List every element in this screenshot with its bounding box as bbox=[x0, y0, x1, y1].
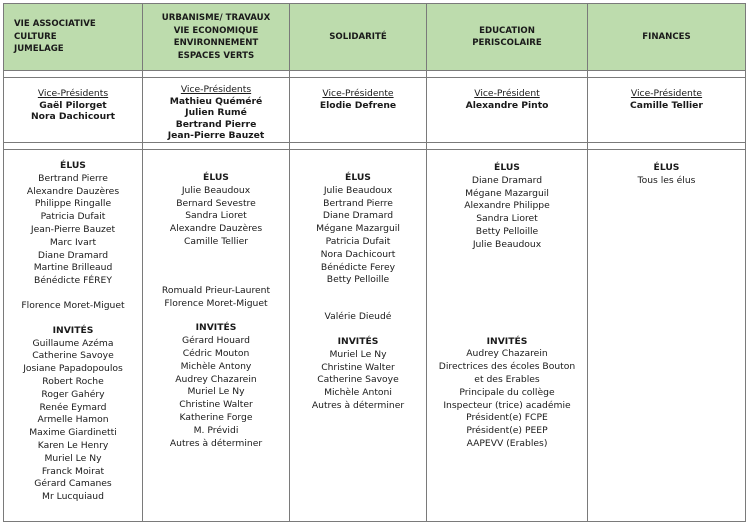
elus-heading: ÉLUS bbox=[494, 162, 520, 173]
elus-heading: ÉLUS bbox=[345, 172, 371, 183]
elu-name: Diane Dramard bbox=[471, 174, 543, 186]
elus-heading: ÉLUS bbox=[653, 162, 680, 173]
vp-name: Bertrand Pierre bbox=[175, 118, 257, 130]
spacer-cell bbox=[588, 143, 746, 150]
vp-cell-vie-associative bbox=[4, 78, 143, 143]
spacer bbox=[427, 288, 587, 300]
elu-name: Betty Pelloille bbox=[475, 225, 539, 237]
spacer bbox=[4, 313, 142, 325]
elu-name: Alexandre Dauzères bbox=[26, 185, 120, 197]
spacer bbox=[427, 324, 587, 336]
invite-name: Christine Walter bbox=[179, 399, 253, 411]
invite-name: Renée Eymard bbox=[39, 401, 107, 413]
members-cell bbox=[143, 150, 290, 522]
invite-name: Directrices des écoles Bouton bbox=[438, 361, 576, 373]
vp-name: Nora Dachicourt bbox=[30, 111, 116, 123]
elu-name: Sandra Lioret bbox=[476, 213, 538, 225]
header-urbanisme bbox=[143, 4, 290, 71]
members-cell bbox=[4, 150, 143, 522]
commissions-table bbox=[3, 3, 746, 522]
spacer bbox=[143, 261, 289, 273]
invite-name: Roger Gahéry bbox=[41, 388, 105, 400]
elu-name: Julie Beaudoux bbox=[323, 184, 393, 196]
members-cell bbox=[290, 150, 427, 522]
spacer bbox=[427, 312, 587, 324]
vp-name: Alexandre Pinto bbox=[465, 99, 549, 111]
spacer-cell bbox=[427, 71, 588, 78]
vp-role: Vice-Présidents bbox=[37, 88, 109, 99]
spacer bbox=[427, 264, 587, 276]
elu-name: Jean-Pierre Bauzet bbox=[30, 223, 116, 235]
header-line: FINANCES bbox=[642, 31, 691, 42]
elu-name: Romuald Prieur-Laurent bbox=[161, 284, 271, 296]
header-row bbox=[4, 4, 746, 71]
header-line: SOLIDARITÉ bbox=[329, 31, 387, 42]
elu-name: Nora Dachicourt bbox=[320, 248, 396, 260]
spacer bbox=[4, 288, 142, 300]
vp-role: Vice-Présidente bbox=[630, 88, 703, 99]
header-education bbox=[427, 4, 588, 71]
spacer-cell bbox=[290, 71, 427, 78]
elu-name: Bernard Sevestre bbox=[176, 197, 256, 209]
invite-name: Catherine Savoye bbox=[32, 350, 114, 362]
elu-name: Julie Beaudoux bbox=[472, 238, 542, 250]
header-line: VIE ASSOCIATIVE bbox=[14, 19, 96, 30]
invite-name: Guillaume Azéma bbox=[32, 337, 114, 349]
elus-heading: ÉLUS bbox=[60, 160, 86, 171]
invite-name: AAPEVV (Erables) bbox=[466, 437, 548, 449]
invite-name: Gérard Camanes bbox=[34, 478, 112, 490]
invite-name: Armelle Hamon bbox=[37, 414, 109, 426]
elu-name: Bénédicte FÉREY bbox=[34, 275, 112, 287]
header-line: JUMELAGE bbox=[14, 44, 64, 55]
spacer bbox=[427, 300, 587, 312]
invite-name: Karen Le Henry bbox=[37, 439, 109, 451]
elu-name: Philippe Ringalle bbox=[34, 198, 112, 210]
invite-name: Josiane Papadopoulos bbox=[23, 363, 123, 375]
invite-name: Robert Roche bbox=[42, 375, 104, 387]
invite-name: Christine Walter bbox=[321, 361, 395, 373]
header-line: EDUCATION bbox=[479, 25, 535, 36]
invites-heading: INVITÉS bbox=[195, 322, 237, 334]
members-cell bbox=[427, 150, 588, 522]
invite-name: Muriel Le Ny bbox=[187, 386, 245, 398]
spacer-cell bbox=[427, 143, 588, 150]
invite-name: Audrey Chazarein bbox=[466, 348, 548, 360]
elu-name: Florence Moret-Miguet bbox=[164, 297, 268, 309]
spacer-cell bbox=[143, 143, 290, 150]
spacer bbox=[290, 299, 426, 311]
spacer-cell bbox=[290, 143, 427, 150]
invite-name: Katherine Forge bbox=[179, 411, 253, 423]
spacer bbox=[143, 249, 289, 261]
invite-name: Audrey Chazarein bbox=[175, 373, 257, 385]
spacer bbox=[143, 310, 289, 322]
invite-name: Muriel Le Ny bbox=[329, 348, 387, 360]
vp-cell-education bbox=[427, 78, 588, 143]
elu-name: Alexandre Dauzères bbox=[169, 223, 263, 235]
elu-name: Tous les élus bbox=[637, 174, 696, 186]
spacer bbox=[427, 252, 587, 264]
spacer bbox=[143, 273, 289, 285]
invite-name: Michèle Antony bbox=[180, 360, 252, 372]
vp-name: Mathieu Quéméré bbox=[169, 95, 263, 107]
spacer-cell bbox=[588, 71, 746, 78]
elu-name: Bénédicte Ferey bbox=[320, 261, 396, 273]
members-row bbox=[4, 150, 746, 522]
invite-name: Président(e) FCPE bbox=[466, 412, 548, 424]
vp-name: Elodie Defrene bbox=[319, 99, 397, 111]
elu-name: Marc Ivart bbox=[49, 236, 97, 248]
elu-name: Patricia Dufait bbox=[325, 235, 391, 247]
header-line: PERISCOLAIRE bbox=[472, 38, 542, 48]
invite-name: M. Prévidi bbox=[193, 424, 239, 436]
vp-role: Vice-Présidents bbox=[180, 84, 252, 95]
invite-name: Autres à déterminer bbox=[311, 399, 405, 411]
elu-name: Patricia Dufait bbox=[40, 211, 106, 223]
spacer-row bbox=[4, 143, 746, 150]
elu-name: Martine Brilleaud bbox=[33, 262, 113, 274]
header-line: URBANISME/ TRAVAUX bbox=[161, 13, 271, 23]
vp-name: Julien Rumé bbox=[185, 107, 247, 119]
spacer-cell bbox=[4, 71, 143, 78]
vp-name: Gaël Pilorget bbox=[39, 99, 107, 111]
header-solidarite bbox=[290, 4, 427, 71]
spacer bbox=[427, 276, 587, 288]
elu-name: Diane Dramard bbox=[37, 249, 109, 261]
elu-name: Bertrand Pierre bbox=[323, 197, 393, 209]
elu-name: Florence Moret-Miguet bbox=[21, 299, 125, 311]
vp-cell-solidarite bbox=[290, 78, 427, 143]
invite-name: Inspecteur (trice) académie bbox=[443, 399, 571, 411]
invite-name: Président(e) PEEP bbox=[466, 425, 548, 437]
invites-heading: INVITÉS bbox=[337, 335, 379, 347]
vp-name: Camille Tellier bbox=[630, 99, 703, 111]
header-finances bbox=[588, 4, 746, 71]
elu-name: Camille Tellier bbox=[183, 235, 248, 247]
elu-name: Betty Pelloille bbox=[326, 274, 390, 286]
invite-name: et des Erables bbox=[474, 373, 540, 385]
elu-name: Alexandre Philippe bbox=[464, 200, 550, 212]
spacer-cell bbox=[143, 71, 290, 78]
vp-role: Vice-Présidente bbox=[322, 88, 394, 99]
vp-cell-urbanisme bbox=[143, 78, 290, 143]
vp-name: Jean-Pierre Bauzet bbox=[167, 130, 265, 142]
elu-name: Julie Beaudoux bbox=[181, 184, 251, 196]
invites-heading: INVITÉS bbox=[52, 324, 94, 336]
elu-name: Mégane Mazarguil bbox=[316, 223, 400, 235]
invite-name: Gérard Houard bbox=[182, 335, 250, 347]
elu-name: Diane Dramard bbox=[322, 210, 394, 222]
vp-role: Vice-Président bbox=[474, 88, 540, 99]
elus-heading: ÉLUS bbox=[203, 172, 229, 183]
header-line: CULTURE bbox=[14, 31, 57, 42]
invite-name: Franck Moirat bbox=[41, 465, 105, 477]
spacer bbox=[290, 324, 426, 336]
elu-name: Bertrand Pierre bbox=[38, 172, 108, 184]
spacer-cell bbox=[4, 143, 143, 150]
invite-name: Cédric Mouton bbox=[182, 347, 250, 359]
invite-name: Catherine Savoye bbox=[317, 374, 399, 386]
invites-heading: INVITÉS bbox=[486, 335, 528, 347]
spacer bbox=[290, 287, 426, 299]
invite-name: Principale du collège bbox=[459, 386, 555, 398]
invite-name: Maxime Giardinetti bbox=[29, 427, 117, 439]
invite-name: Mr Lucquiaud bbox=[42, 491, 104, 503]
vice-presidents-row bbox=[4, 78, 746, 143]
elu-name: Valérie Dieudé bbox=[324, 311, 392, 323]
header-line: ENVIRONNEMENT bbox=[173, 38, 259, 48]
vp-cell-finances bbox=[588, 78, 746, 143]
header-vie-associative bbox=[4, 4, 143, 71]
invite-name: Autres à déterminer bbox=[169, 437, 263, 449]
spacer-row bbox=[4, 71, 746, 78]
invite-name: Muriel Le Ny bbox=[44, 452, 102, 464]
invite-name: Michèle Antoni bbox=[324, 387, 392, 399]
header-line: VIE ECONOMIQUE bbox=[173, 25, 259, 36]
elu-name: Sandra Lioret bbox=[185, 210, 247, 222]
members-cell bbox=[588, 150, 746, 522]
header-line: ESPACES VERTS bbox=[177, 50, 255, 61]
elu-name: Mégane Mazarguil bbox=[465, 187, 549, 199]
